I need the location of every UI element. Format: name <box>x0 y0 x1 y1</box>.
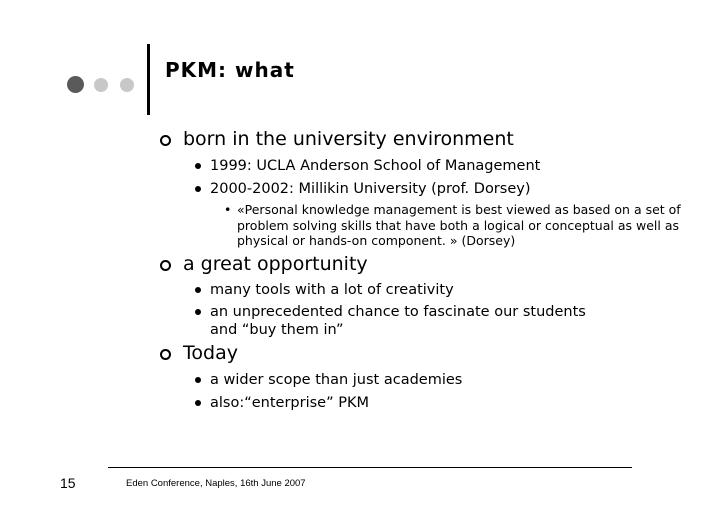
bullet-level2: a wider scope than just academies <box>158 371 628 389</box>
bullet-level2: an unprecedented chance to fascinate our students and “buy them in” <box>158 303 592 339</box>
bullet-level1: a great opportunity <box>158 253 628 276</box>
slide-title: PKM: what <box>165 58 295 82</box>
dot-dark <box>67 76 84 93</box>
bullet-level3: • «Personal knowledge management is best viewed as based on a set of problem solving skills that have both a logical or conceptual as well as physical or hands-on component. » (Dorsey) <box>158 202 682 249</box>
title-divider <box>147 44 150 115</box>
dot-light <box>120 78 134 92</box>
bullet-level2: also:“enterprise” PKM <box>158 394 628 412</box>
bullet-level2: 2000-2002: Millikin University (prof. Dorsey) <box>158 180 628 198</box>
dot-light <box>94 78 108 92</box>
bullet-level2: many tools with a lot of creativity <box>158 281 628 299</box>
bullet-level1: Today <box>158 342 628 365</box>
bullet-level2: 1999: UCLA Anderson School of Management <box>158 157 628 175</box>
page-number: 15 <box>60 475 76 491</box>
footer-text: Eden Conference, Naples, 16th June 2007 <box>126 478 306 489</box>
footer-divider <box>108 467 632 468</box>
slide-content <box>158 128 681 412</box>
bullet-level1: born in the university environment <box>158 128 628 151</box>
